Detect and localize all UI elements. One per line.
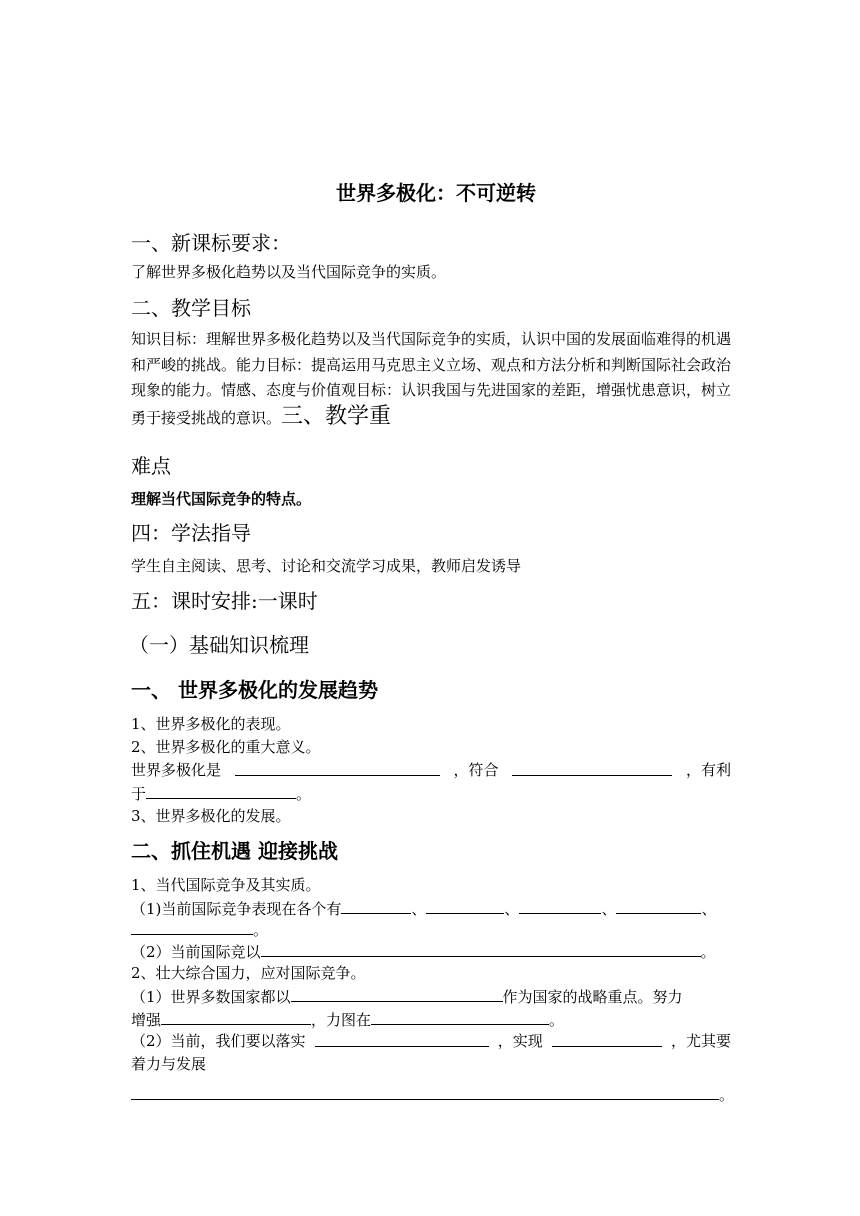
topic-2-heading: 二、抓住机遇 迎接挑战 (131, 839, 338, 863)
separator: 、 (504, 900, 520, 918)
q3-text-b: 作为国家的战略重点。努力 (502, 988, 683, 1006)
fill-blank[interactable] (371, 1009, 549, 1025)
topic-2-item-2: 2、壮大综合国力，应对国际竞争。 (131, 964, 366, 982)
separator: 、 (411, 900, 427, 918)
fill-blank[interactable] (315, 1031, 489, 1047)
section-2-text (131, 327, 731, 431)
fill-blank[interactable] (616, 898, 701, 914)
section-3-text: 理解当代国际竞争的特点。 (131, 490, 312, 508)
topic-2-q3-line-2 (131, 1009, 564, 1030)
q3-text-c: 增强 (131, 1011, 162, 1029)
fill-text-a: 世界多极化是 (131, 761, 222, 779)
period: 。 (700, 943, 716, 961)
topic-1-heading: 一、 世界多极化的发展趋势 (131, 678, 378, 702)
separator: 、 (601, 900, 617, 918)
fill-blank[interactable] (426, 898, 504, 914)
topic-2-q1-line (131, 898, 716, 919)
fill-blank[interactable] (146, 783, 296, 799)
section-4-text: 学生自主阅读、思考、讨论和交流学习成果，教师启发诱导 (131, 557, 522, 575)
fill-text-b: ，符合 (453, 761, 499, 779)
period: 。 (549, 1011, 565, 1029)
topic-2-q3-line (131, 986, 683, 1007)
fill-text-e: 。 (296, 785, 312, 803)
topic-2-q4-line (131, 1031, 731, 1051)
topic-1-item-3: 3、世界多极化的发展。 (131, 807, 291, 825)
topic-1-fill-line (131, 760, 731, 780)
fill-blank[interactable] (291, 986, 503, 1002)
fill-blank[interactable] (512, 760, 672, 776)
fill-blank[interactable] (519, 898, 601, 914)
fill-blank[interactable] (341, 898, 411, 914)
topic-1-item-2: 2、世界多极化的重大意义。 (131, 738, 321, 756)
section-1-heading: 一、新课标要求： (131, 231, 291, 255)
q3-text-d: ，力图在 (311, 1011, 372, 1029)
section-3-heading: 三、教学重 (281, 403, 392, 429)
q4-text-a: （2）当前，我们要以落实 (131, 1032, 306, 1050)
section-3-heading-cont: 难点 (131, 454, 171, 478)
topic-2-q2-line (131, 941, 716, 962)
separator: 、 (701, 900, 717, 918)
topic-2-q4-line-3 (131, 1084, 734, 1105)
section-5-heading: 五：课时安排:一课时 (131, 589, 318, 613)
topic-2-q1-line-2 (131, 919, 268, 940)
period: 。 (719, 1086, 735, 1104)
q1-text: （1)当前国际竞争表现在各个有 (131, 900, 342, 918)
fill-blank[interactable] (235, 760, 440, 776)
topic-2-q4-line-2: 着力与发展 (131, 1055, 207, 1073)
fill-blank[interactable] (131, 919, 253, 935)
topic-2-item-1: 1、当代国际竞争及其实质。 (131, 876, 321, 894)
q2-text: （2）当前国际竞以 (131, 943, 261, 961)
q4-text-c: ，尤其要 (670, 1032, 731, 1050)
part-1-heading: （一）基础知识梳理 (129, 633, 309, 657)
fill-blank[interactable] (161, 1009, 311, 1025)
section-4-heading: 四：学法指导 (131, 521, 251, 545)
section-2-heading: 二、教学目标 (131, 296, 251, 320)
period: 。 (253, 921, 269, 939)
section-2-body: 知识目标：理解世界多极化趋势以及当代国际竞争的实质，认识中国的发展面临难得的机遇和严峻的挑战。能力目标：提高运用马克思主义立场、观点和方法分析和判断国际社会政治现象的能力。情感、态度与价值观目标：认识我国与先进国家的差距，增强忧患意识，树立勇于接受挑战的意识。 (131, 330, 732, 427)
q4-text-b: ，实现 (497, 1032, 543, 1050)
fill-text-d: 于 (131, 785, 147, 803)
page-title: 世界多极化：不可逆转 (336, 181, 536, 205)
fill-blank[interactable] (261, 941, 701, 957)
section-1-text: 了解世界多极化趋势以及当代国际竞争的实质。 (131, 263, 447, 281)
topic-1-item-1: 1、世界多极化的表现。 (131, 715, 291, 733)
topic-1-fill-line-2 (131, 783, 311, 804)
fill-text-c: ，有利 (685, 761, 731, 779)
q3-text-a: （1）世界多数国家都以 (131, 988, 291, 1006)
fill-blank[interactable] (131, 1084, 719, 1100)
fill-blank[interactable] (552, 1031, 662, 1047)
